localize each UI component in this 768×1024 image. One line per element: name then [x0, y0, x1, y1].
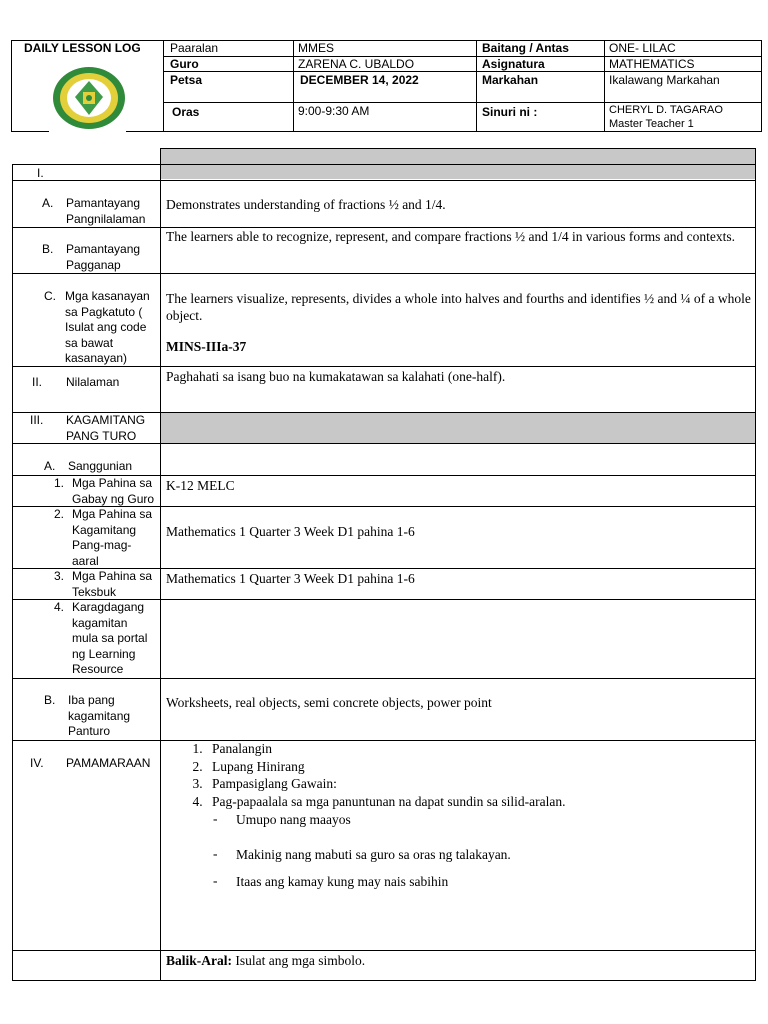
row-C-letter: C. — [44, 289, 56, 303]
value-guro: ZARENA C. UBALDO — [298, 57, 415, 71]
rule-item: Umupo nang maayos — [236, 812, 351, 827]
section-IV-label: PAMAMARAAN — [66, 756, 151, 770]
value-sinuri-title: Master Teacher 1 — [609, 118, 694, 130]
row-III1-label: Mga Pahina sa Gabay ng Guro — [72, 476, 155, 506]
rule-item: Itaas ang kamay kung may nais sabihin — [236, 874, 449, 889]
value-petsa: DECEMBER 14, 2022 — [300, 73, 419, 87]
row-IIIB-letter: B. — [44, 693, 56, 707]
row-III3-content: Mathematics 1 Quarter 3 Week D1 pahina 1-6 — [166, 571, 415, 586]
label-baitang: Baitang / Antas — [482, 41, 569, 55]
row-B-label: Pamantayang Pagganap — [66, 242, 141, 272]
section-II-content: Paghahati sa isang buo na kumakatawan sa kalahati (one-half). — [166, 369, 506, 384]
row-IIIA-label: Sanggunian — [68, 459, 133, 473]
school-logo — [52, 66, 126, 130]
row-A-content: Demonstrates understanding of fractions ½ and 1/4. — [166, 197, 446, 212]
row-III4-label: Karagdagang kagamitan mula sa portal ng Learning Resource — [72, 600, 148, 676]
row-IIIB-label: Iba pang kagamitang Panturo — [68, 693, 131, 738]
value-oras: 9:00-9:30 AM — [298, 104, 370, 118]
row-III1-number: 1. — [54, 476, 65, 490]
rule-dash: - — [213, 846, 218, 861]
procedure-list — [160, 740, 754, 810]
procedure-item: 2. Lupang Hinirang — [206, 758, 754, 776]
review-text: Isulat ang mga simbolo. — [235, 953, 366, 968]
value-sinuri: CHERYL D. TAGARAO — [609, 104, 723, 116]
section-II-number: II. — [32, 375, 43, 389]
procedure-item: 1. Panalangin — [206, 740, 754, 758]
value-markahan: Ikalawang Markahan — [609, 73, 720, 87]
procedure-item: 4. Pag-papaalala sa mga panuntunan na dapat sundin sa silid-aralan. — [206, 793, 754, 811]
value-paaralan: MMES — [298, 41, 334, 55]
label-oras: Oras — [172, 105, 200, 119]
review-row — [166, 952, 365, 969]
section-III-number: III. — [30, 413, 44, 427]
form-title: DAILY LESSON LOG — [24, 41, 141, 55]
row-III2-label: Mga Pahina sa Kagamitang Pang-mag-aaral — [72, 507, 153, 568]
row-C-code: MINS-IIIa-37 — [166, 339, 247, 354]
label-paaralan: Paaralan — [170, 41, 219, 55]
row-III1-content: K-12 MELC — [166, 478, 235, 493]
row-III2-number: 2. — [54, 507, 65, 521]
procedure-item: 3. Pampasiglang Gawain: — [206, 775, 754, 793]
section-I-number: I. — [37, 166, 44, 180]
value-baitang: ONE- LILAC — [609, 41, 676, 55]
section-IV-number: IV. — [30, 756, 44, 770]
label-guro: Guro — [170, 57, 199, 71]
row-B-content: The learners able to recognize, represent, and compare fractions ½ and 1/4 in various forms and contexts. — [166, 229, 736, 244]
row-IIIA-letter: A. — [44, 459, 56, 473]
label-sinuri: Sinuri ni : — [482, 105, 538, 119]
row-A-label: Pamantayang Pangnilalaman — [66, 196, 146, 226]
label-markahan: Markahan — [482, 73, 539, 87]
row-IIIB-content: Worksheets, real objects, semi concrete objects, power point — [166, 695, 492, 710]
row-C-label: Mga kasanayan sa Pagkatuto ( Isulat ang code sa bawat kasanayan) — [65, 289, 150, 365]
row-A-letter: A. — [42, 196, 54, 210]
row-B-letter: B. — [42, 242, 54, 256]
row-C-content: The learners visualize, represents, divides a whole into halves and fourths and identifies ½ and ¼ of a whole object. — [166, 291, 751, 323]
label-petsa: Petsa — [170, 73, 203, 87]
row-III3-number: 3. — [54, 569, 65, 583]
label-asignatura: Asignatura — [482, 57, 545, 71]
row-III2-content: Mathematics 1 Quarter 3 Week D1 pahina 1-6 — [166, 524, 415, 539]
rule-dash: - — [213, 811, 218, 826]
section-II-label: Nilalaman — [66, 375, 120, 389]
value-asignatura: MATHEMATICS — [609, 57, 695, 71]
rule-item: Makinig nang mabuti sa guro sa oras ng talakayan. — [236, 847, 511, 862]
rule-dash: - — [213, 873, 218, 888]
review-heading: Balik-Aral: — [166, 953, 232, 968]
gray-header-bar-2 — [160, 412, 756, 443]
row-III4-number: 4. — [54, 600, 65, 614]
row-III3-label: Mga Pahina sa Teksbuk — [72, 569, 153, 599]
section-III-label: KAGAMITANG PANG TURO — [66, 413, 146, 443]
